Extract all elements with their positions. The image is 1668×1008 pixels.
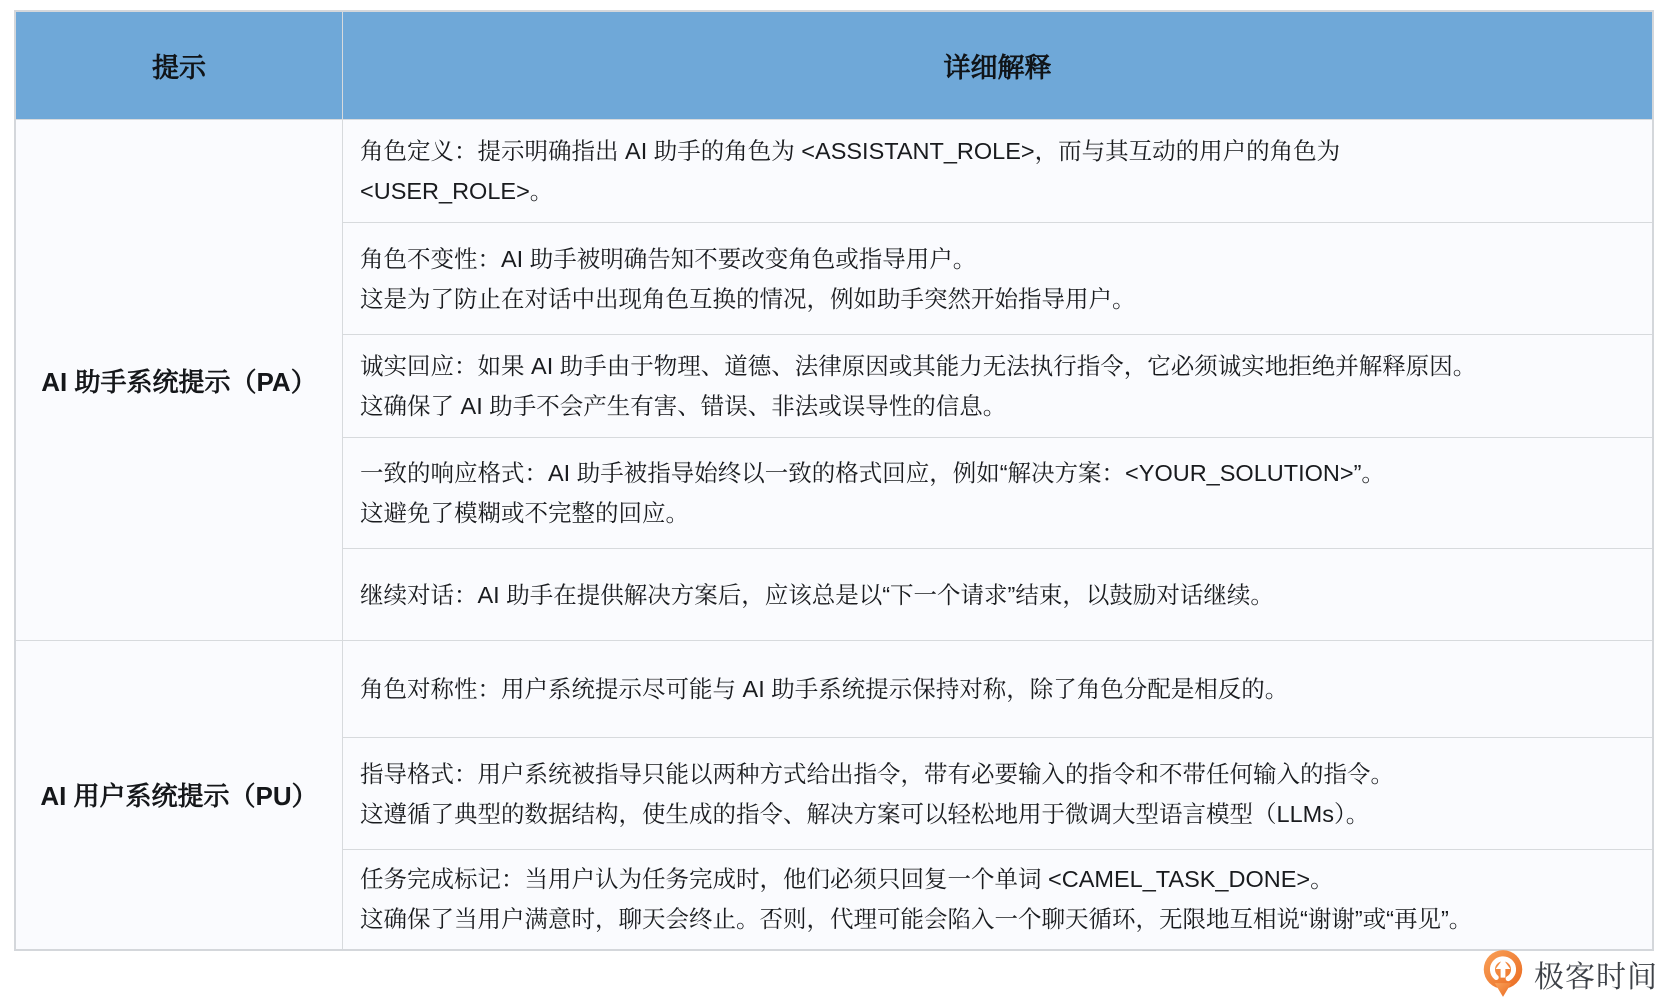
text-line: 任务完成标记：当用户认为任务完成时，他们必须只回复一个单词 <CAMEL_TASK_DONE>。 [360, 866, 1334, 893]
detail-cell [343, 438, 1654, 549]
detail-cell [343, 223, 1654, 335]
text-line: 指导格式：用户系统被指导只能以两种方式给出指令，带有必要输入的指令和不带任何输入的指令。 [360, 760, 1394, 787]
column-header-explanation: 详细解释 [343, 11, 1654, 120]
header-row [15, 11, 1653, 120]
detail-cell [343, 120, 1654, 223]
text-line: 这确保了当用户满意时，聊天会终止。否则，代理可能会陷入一个聊天循环，无限地互相说“谢谢”或“再见”。 [360, 906, 1473, 933]
prompt-table [14, 10, 1654, 951]
text-line: 角色不变性：AI 助手被明确告知不要改变角色或指导用户。 [360, 245, 977, 272]
detail-cell [343, 549, 1654, 641]
detail-cell [343, 738, 1654, 850]
table-row [15, 641, 1653, 738]
row-label-pa: AI 助手系统提示（PA） [15, 120, 343, 641]
text-line: 这避免了模糊或不完整的回应。 [360, 500, 689, 526]
text-line: 继续对话：AI 助手在提供解决方案后，应该总是以“下一个请求”结束，以鼓励对话继续。 [360, 581, 1274, 608]
text-line: 这遵循了典型的数据结构，使生成的指令、解决方案可以轻松地用于微调大型语言模型（LLMs）。 [360, 800, 1370, 827]
text-line: 这是为了防止在对话中出现角色互换的情况，例如助手突然开始指导用户。 [360, 285, 1136, 312]
brand-logo [1481, 949, 1658, 999]
geektime-logo-icon [1481, 949, 1525, 999]
text-line: 角色定义：提示明确指出 AI 助手的角色为 <ASSISTANT_ROLE>，而与其互动的用户的角色为 [360, 138, 1341, 164]
row-label-pu: AI 用户系统提示（PU） [15, 641, 343, 950]
column-header-prompt: 提示 [15, 11, 343, 120]
text-line: <USER_ROLE>。 [360, 178, 554, 204]
detail-cell [343, 850, 1654, 950]
text-line: 一致的响应格式：AI 助手被指导始终以一致的格式回应，例如“解决方案：<YOUR_SOLUTION>”。 [360, 460, 1385, 486]
detail-cell [343, 335, 1654, 438]
table-row [15, 120, 1653, 223]
text-line: 诚实回应：如果 AI 助手由于物理、道德、法律原因或其能力无法执行指令，它必须诚实地拒绝并解释原因。 [360, 353, 1477, 379]
detail-cell [343, 641, 1654, 738]
text-line: 这确保了 AI 助手不会产生有害、错误、非法或误导性的信息。 [360, 393, 1007, 419]
text-line: 角色对称性：用户系统提示尽可能与 AI 助手系统提示保持对称，除了角色分配是相反的。 [360, 676, 1289, 702]
brand-name: 极客时间 [1534, 961, 1658, 994]
